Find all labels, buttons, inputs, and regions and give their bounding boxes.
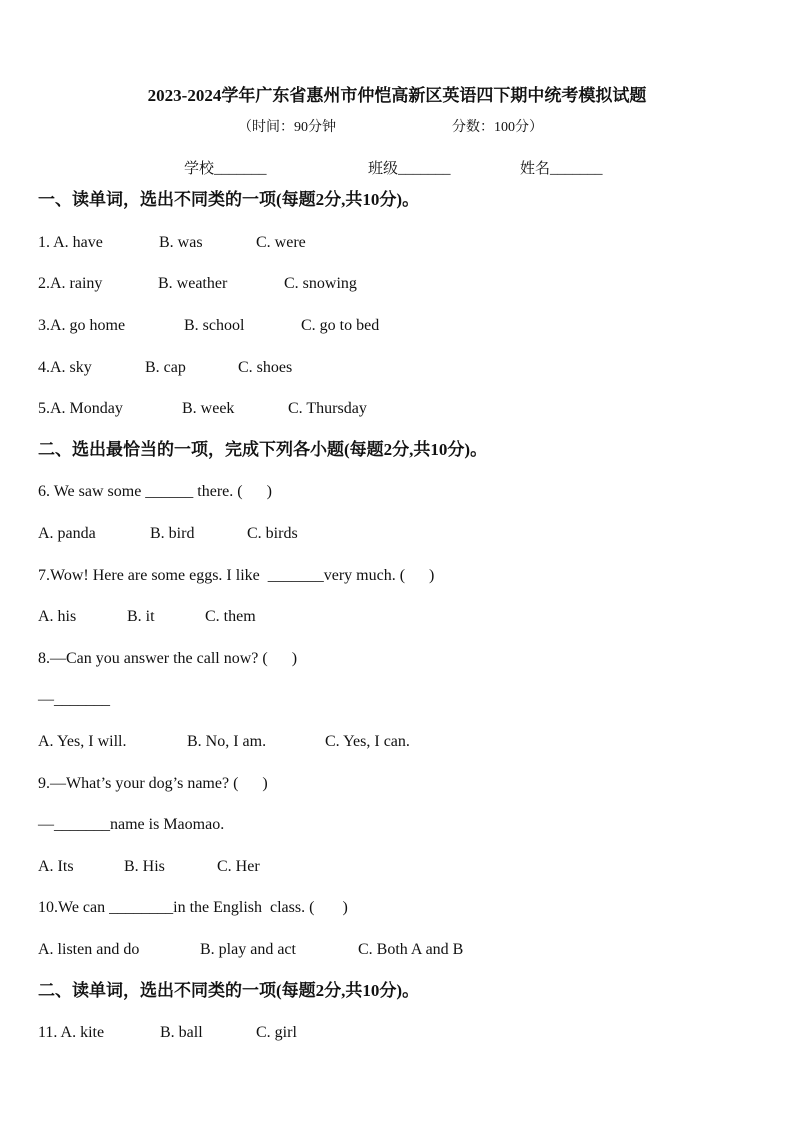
q2-option-b: B. weather: [158, 275, 228, 292]
q10-stem: 10.We can ________in the English class. ( ): [38, 899, 348, 916]
q3-option-a: 3.A. go home: [38, 317, 126, 334]
q2-option-c: C. snowing: [284, 275, 357, 292]
q8-stem: 8.—Can you answer the call now? ( ): [38, 650, 298, 667]
q3-option-c: C. go to bed: [301, 317, 380, 334]
q4-option-a: 4.A. sky: [38, 359, 92, 376]
q6-stem: 6. We saw some ______ there. ( ): [38, 483, 272, 500]
exam-score: 分数：100分）: [452, 120, 543, 135]
q6-option-c: C. birds: [247, 525, 298, 542]
section-2-heading: 二、选出最恰当的一项，完成下列各小题(每题2分,共10分)。: [38, 440, 488, 459]
q4-option-b: B. cap: [145, 359, 186, 376]
name-field: 姓名_______: [520, 161, 603, 177]
q1-option-c: C. were: [256, 234, 306, 251]
q5-option-b: B. week: [182, 400, 235, 417]
q3-option-b: B. school: [184, 317, 245, 334]
q11-option-a: 11. A. kite: [38, 1024, 105, 1041]
q8-option-b: B. No, I am.: [187, 733, 267, 750]
q6-option-a: A. panda: [38, 525, 96, 542]
q6-option-b: B. bird: [150, 525, 195, 542]
q7-option-c: C. them: [205, 608, 256, 625]
q9-reply: —_______name is Maomao.: [38, 816, 225, 833]
q7-option-a: A. his: [38, 608, 77, 625]
q8-reply: —_______: [38, 691, 110, 708]
q11-option-b: B. ball: [160, 1024, 203, 1041]
section-3-heading: 二、读单词，选出不同类的一项(每题2分,共10分)。: [38, 981, 420, 1000]
school-field: 学校_______: [184, 161, 267, 177]
q9-option-b: B. His: [124, 858, 165, 875]
q10-option-c: C. Both A and B: [358, 941, 464, 958]
exam-time: （时间：90分钟: [238, 120, 336, 135]
q7-option-b: B. it: [127, 608, 155, 625]
q10-option-a: A. listen and do: [38, 941, 140, 958]
q5-option-c: C. Thursday: [288, 400, 367, 417]
class-field: 班级_______: [368, 161, 451, 177]
q11-option-c: C. girl: [256, 1024, 297, 1041]
q7-stem: 7.Wow! Here are some eggs. I like _______very much. ( ): [38, 567, 435, 584]
q1-option-a: 1. A. have: [38, 234, 103, 251]
q9-option-c: C. Her: [217, 858, 260, 875]
q4-option-c: C. shoes: [238, 359, 293, 376]
q5-option-a: 5.A. Monday: [38, 400, 123, 417]
q1-option-b: B. was: [159, 234, 203, 251]
section-1-heading: 一、读单词，选出不同类的一项(每题2分,共10分)。: [38, 190, 420, 209]
q9-stem: 9.—What’s your dog’s name? ( ): [38, 775, 268, 792]
q8-option-c: C. Yes, I can.: [325, 733, 410, 750]
q9-option-a: A. Its: [38, 858, 74, 875]
q10-option-b: B. play and act: [200, 941, 296, 958]
exam-title: 2023-2024学年广东省惠州市仲恺高新区英语四下期中统考模拟试题: [147, 86, 647, 105]
q2-option-a: 2.A. rainy: [38, 275, 103, 292]
q8-option-a: A. Yes, I will.: [38, 733, 127, 750]
